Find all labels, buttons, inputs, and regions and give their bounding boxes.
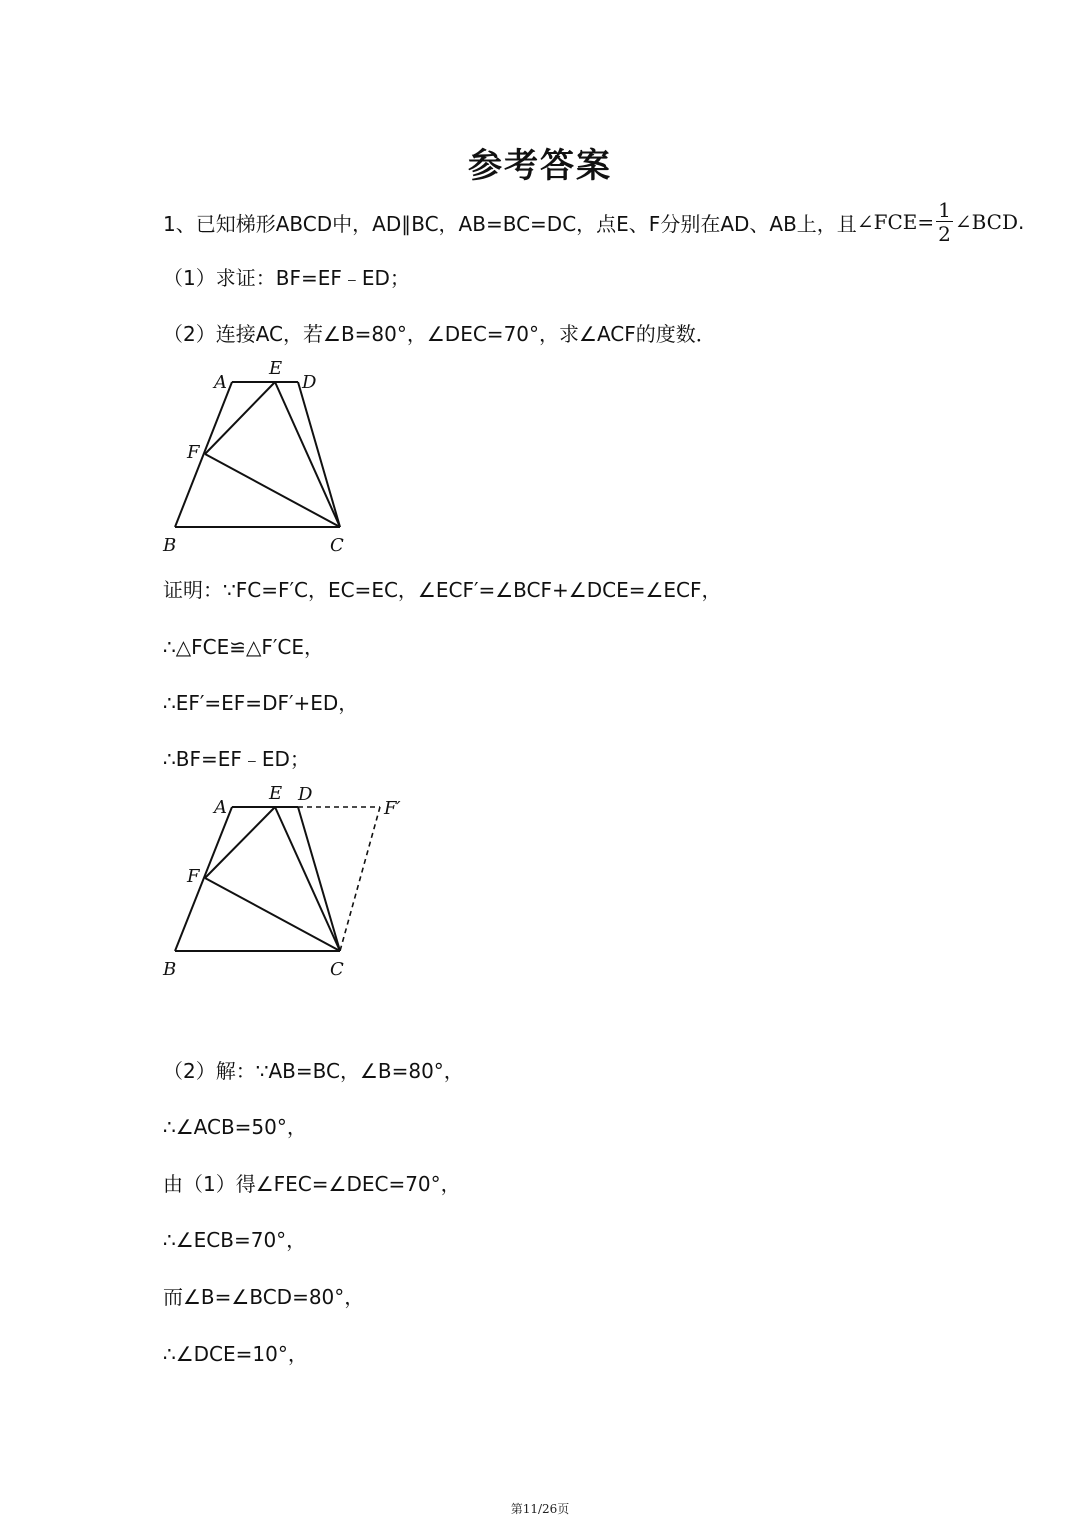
figure2-dashed-lines (298, 807, 380, 951)
label-C: C (330, 959, 344, 980)
label-E: E (269, 783, 283, 804)
problem-end: . (1018, 210, 1025, 234)
proof-line-1: 证明：∵FC=F′C，EC=EC，∠ECF′=∠BCF+∠DCE=∠ECF， (163, 578, 722, 602)
label-F: F (187, 442, 200, 463)
label-B: B (163, 959, 177, 980)
segment-DC (298, 382, 340, 527)
page-title: 参考答案 (468, 146, 612, 186)
solution-line-6: ∴∠DCE=10°， (163, 1342, 308, 1366)
proof-line-2: ∴△FCE≌△F′CE， (163, 635, 324, 659)
label-B: B (163, 535, 177, 556)
label-F: F (187, 866, 200, 887)
label-C: C (330, 535, 344, 556)
solution-line-5: 而∠B=∠BCD=80°， (163, 1285, 365, 1309)
fraction-half (936, 200, 953, 244)
figure2-lines (175, 807, 340, 951)
label-D: D (298, 784, 313, 805)
proof-line-4: ∴BF=EF﹣ED； (163, 747, 310, 771)
problem-statement (163, 200, 1024, 244)
fraction-denominator: 2 (938, 222, 951, 246)
angle-fce: ∠FCE= (856, 210, 935, 234)
question-part-2: （2）连接AC，若∠B=80°，∠DEC=70°，求∠ACF的度数． (163, 322, 716, 346)
solution-line-4: ∴∠ECB=70°， (163, 1228, 307, 1252)
label-Fprime: F′ (384, 798, 401, 819)
problem-text: 1、已知梯形ABCD中，AD∥BC，AB=BC=DC，点E、F分别在AD、AB上，且 (163, 211, 857, 236)
solution-line-1: （2）解：∵AB=BC，∠B=80°， (163, 1059, 464, 1083)
label-A: A (214, 372, 227, 393)
proof-line-3: ∴EF′=EF=DF′+ED， (163, 691, 359, 715)
question-part-1: （1）求证：BF=EF﹣ED； (163, 266, 410, 290)
segment-AB (175, 382, 232, 527)
label-A: A (214, 797, 227, 818)
segment-AB (175, 807, 232, 951)
label-E: E (269, 358, 283, 379)
fraction-numerator: 1 (938, 198, 951, 222)
label-D: D (302, 372, 317, 393)
angle-bcd: ∠BCD (954, 210, 1019, 234)
segment-FC (205, 454, 340, 527)
solution-line-3: 由（1）得∠FEC=∠DEC=70°， (163, 1172, 461, 1196)
segment-EC (275, 382, 340, 527)
trapezoid-figure-2 (150, 776, 420, 986)
figure1-lines (175, 382, 340, 527)
segment-FpC-dashed (340, 807, 380, 951)
page-number: 第11/26页 (510, 1502, 570, 1516)
segment-EC (275, 807, 340, 951)
segment-FC (205, 878, 340, 951)
segment-DC (298, 807, 340, 951)
solution-line-2: ∴∠ACB=50°， (163, 1115, 307, 1139)
trapezoid-figure-1 (150, 352, 390, 562)
